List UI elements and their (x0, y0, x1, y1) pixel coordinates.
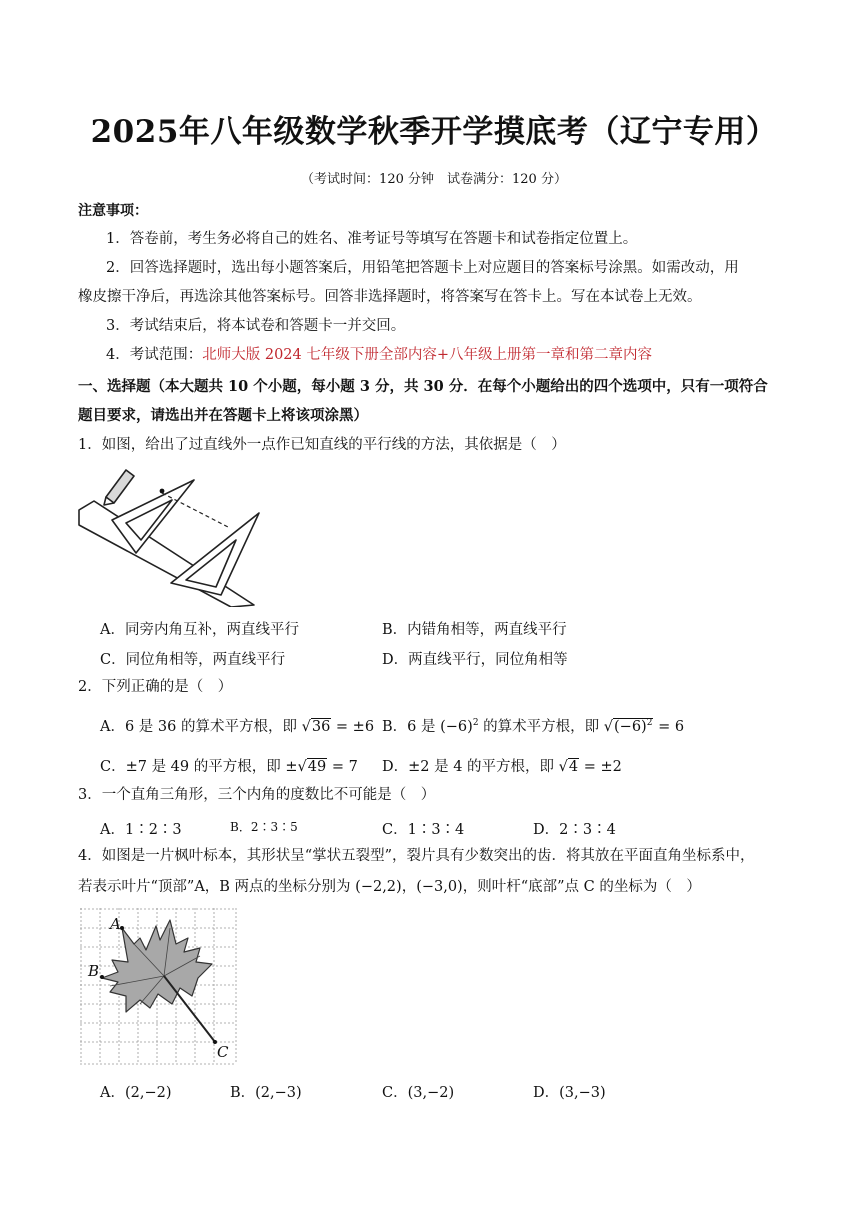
q4-option-d[interactable]: D．(3,−3) (533, 1085, 606, 1101)
q2-option-a[interactable]: A．6 是 36 的算术平方根，即 √36 = ±6 (100, 719, 375, 735)
point-c-label: C (217, 1043, 229, 1061)
parallel-line-construction-figure (76, 465, 266, 607)
q3-option-d[interactable]: D．2∶3∶4 (533, 822, 616, 838)
sqrt-symbol: √ (603, 719, 614, 735)
notice-item-1: 1．答卷前，考生务必将自己的姓名、准考证号等填写在答题卡和试卷指定位置上。 (106, 231, 638, 247)
q4-option-a[interactable]: A．(2,−2) (100, 1085, 172, 1101)
q1-option-d[interactable]: D．两直线平行，同位角相等 (382, 652, 568, 668)
notice-item-2-line-1: 2．回答选择题时，选出每小题答案后，用铅笔把答题卡上对应题目的答案标号涂黑。如需改动，用 (106, 260, 739, 276)
question-4-stem-line-1: 4．如图是一片枫叶标本，其形状呈“掌状五裂型”，裂片具有少数突出的齿．将其放在平面直角坐标系中， (78, 848, 755, 864)
question-1-stem: 1．如图，给出了过直线外一点作已知直线的平行线的方法，其依据是（ ） (78, 437, 566, 453)
exam-info: （考试时间：120 分钟 试卷满分：120 分） (301, 172, 567, 187)
q3-option-b[interactable]: B．2∶3∶5 (230, 820, 298, 834)
q4-option-b[interactable]: B．(2,−3) (230, 1085, 302, 1101)
q1-option-c[interactable]: C．同位角相等，两直线平行 (100, 652, 286, 668)
question-2-stem: 2．下列正确的是（ ） (78, 679, 233, 695)
section-heading-line-1: 一、选择题（本大题共 10 个小题，每小题 3 分，共 30 分．在每个小题给出的四个选项中，只有一项符合 (78, 378, 768, 395)
q2-option-c[interactable]: C．±7 是 49 的平方根，即 ±√49 = 7 (100, 759, 358, 775)
q4-option-c[interactable]: C．(3,−2) (382, 1085, 455, 1101)
q1-option-b[interactable]: B．内错角相等，两直线平行 (382, 622, 567, 638)
notice-item-4 (106, 341, 652, 370)
sqrt-symbol: √ (301, 719, 311, 735)
q3-option-c[interactable]: C．1∶3∶4 (382, 822, 465, 838)
scope-label: 4．考试范围： (106, 347, 203, 363)
section-heading-line-2: 题目要求，请选出并在答题卡上将该项涂黑） (78, 407, 368, 424)
notice-item-3: 3．考试结束后，将本试卷和答题卡一并交回。 (106, 318, 406, 334)
q2-option-b[interactable]: B．6 是 $(-6)^2$ 的算术平方根，即 $√(-6)^2 = 6$ (382, 718, 685, 735)
question-3-stem: 3．一个直角三角形，三个内角的度数比不可能是（ ） (78, 787, 436, 803)
point-a-label: A (110, 915, 121, 933)
notice-heading: 注意事项： (78, 203, 148, 219)
q3-option-a[interactable]: A．1∶2∶3 (100, 822, 182, 838)
q2-option-d[interactable]: D．±2 是 4 的平方根，即 √4 = ±2 (382, 759, 622, 775)
sqrt-symbol: √ (297, 759, 307, 775)
question-4-stem-line-2: 若表示叶片“顶部”A，B 两点的坐标分别为 (−2,2)，(−3,0)，则叶杆“底部”点 C 的坐标为（ ） (78, 879, 701, 895)
notice-item-2-line-2: 橡皮擦干净后，再选涂其他答案标号。回答非选择题时，将答案写在答卡上。写在本试卷上无效。 (78, 289, 702, 305)
q1-option-a[interactable]: A．同旁内角互补，两直线平行 (100, 622, 299, 638)
exam-scope: 北师大版 2024 七年级下册全部内容+八年级上册第一章和第二章内容 (202, 347, 653, 363)
sqrt-symbol: √ (558, 759, 568, 775)
maple-leaf-grid-figure (80, 908, 238, 1066)
point-b-label: B (88, 962, 100, 980)
page-title: 2025年八年级数学秋季开学摸底考（辽宁专用） (90, 114, 778, 150)
